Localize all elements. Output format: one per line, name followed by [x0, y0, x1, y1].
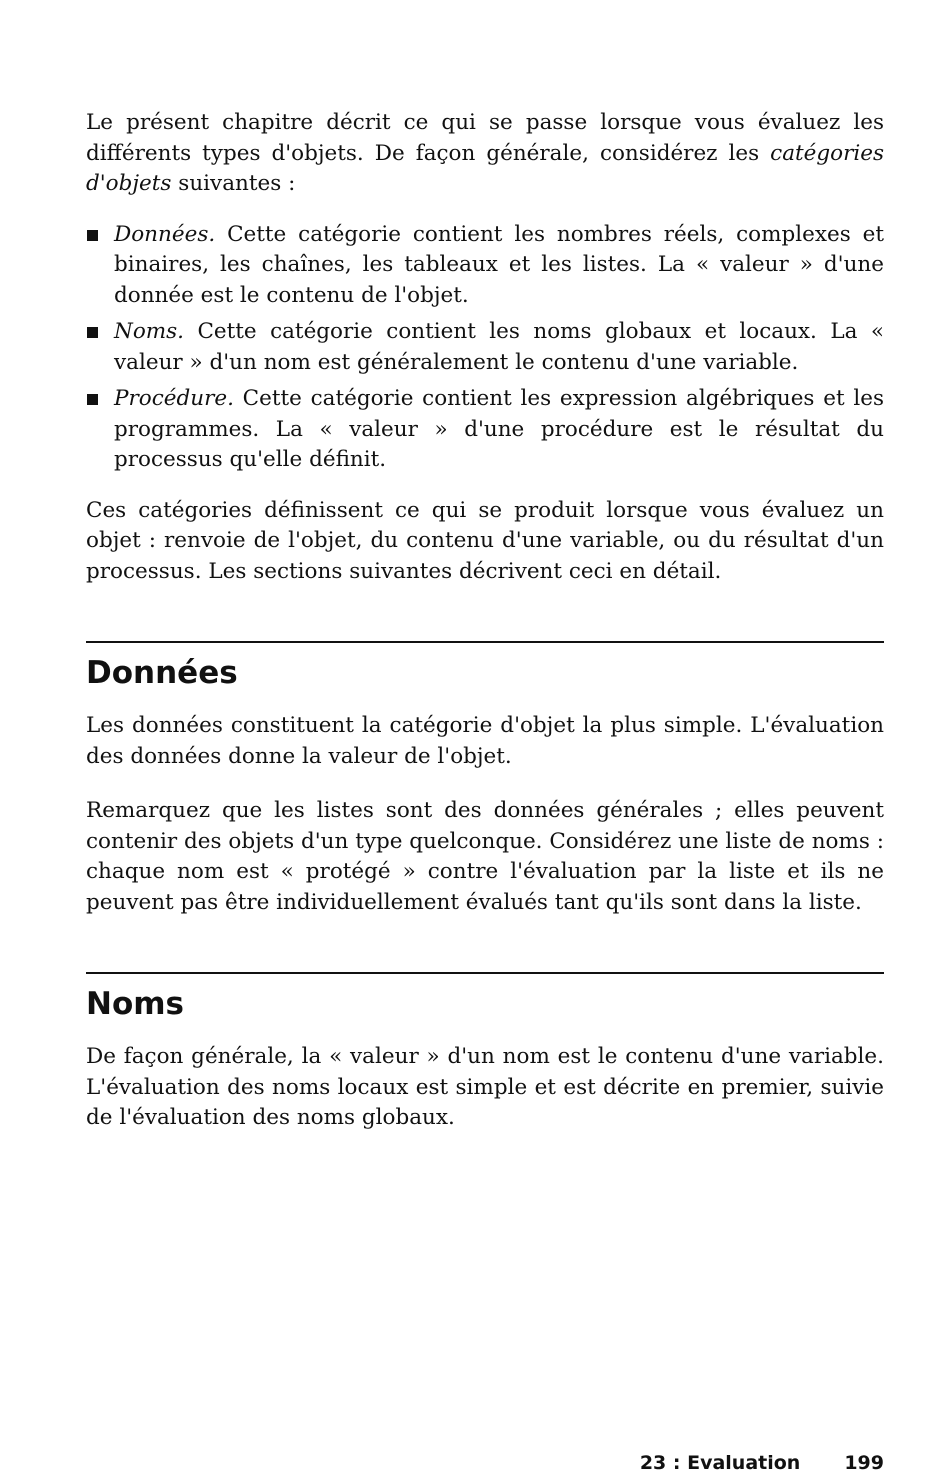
list-item: [86, 317, 884, 378]
summary-paragraph: Ces catégories définissent ce qui se produit lorsque vous évaluez un objet : renvoie de l'objet, du contenu d'une variable, ou du résultat d'un processus. Les sections suivantes décrivent ceci en détail.: [86, 497, 884, 584]
section-divider: [86, 972, 884, 974]
category-term: Noms.: [114, 319, 185, 344]
category-term: Données.: [114, 221, 216, 247]
square-bullet-icon: [87, 327, 98, 338]
intro-text-start: Le présent chapitre décrit ce qui se passe lorsque vous évaluez les différents types d'objets. De façon générale, considérez les: [86, 110, 884, 166]
page-content: [86, 108, 884, 1134]
category-list: [86, 220, 884, 476]
section-divider: [86, 641, 884, 643]
category-term: Procédure.: [114, 386, 234, 411]
list-item: [86, 220, 884, 312]
page-footer: [600, 1450, 884, 1476]
section-paragraph: De façon générale, la « valeur » d'un nom est le contenu d'une variable. L'évaluation des noms locaux est simple et est décrite en premier, suivie de l'évaluation des noms globaux.: [86, 1044, 884, 1130]
category-description: Cette catégorie contient les noms globaux et locaux. La « valeur » d'un nom est généralement le contenu d'une variable.: [114, 319, 884, 375]
section-title: Noms: [86, 986, 184, 1022]
section-donnees: [86, 641, 884, 918]
chapter-label: 23 : Evaluation: [639, 1452, 801, 1474]
category-description: Cette catégorie contient les nombres réels, complexes et binaires, les chaînes, les tableaux et les listes. La « valeur » d'une donnée est le contenu de l'objet.: [114, 221, 884, 308]
intro-text-end: suivantes :: [171, 171, 296, 196]
section-paragraph: Remarquez que les listes sont des données générales ; elles peuvent contenir des objets d'un type quelconque. Considérez une liste de noms : chaque nom est « protégé » contre l'évaluation par la liste et ils ne peuvent pas être individuellement évalués tant qu'ils sont dans la liste.: [86, 798, 884, 915]
section-noms: [86, 972, 884, 1134]
square-bullet-icon: [87, 394, 98, 405]
list-item: [86, 384, 884, 476]
square-bullet-icon: [87, 230, 98, 241]
page-number: 199: [844, 1452, 884, 1474]
intro-emphasis: catégories d'objets: [86, 140, 884, 196]
intro-paragraph: [86, 108, 884, 200]
category-description: Cette catégorie contient les expression algébriques et les programmes. La « valeur » d'une procédure est le résultat du processus qu'elle définit.: [114, 386, 884, 472]
section-title: Données: [86, 655, 238, 691]
section-paragraph: Les données constituent la catégorie d'objet la plus simple. L'évaluation des données donne la valeur de l'objet.: [86, 713, 884, 769]
